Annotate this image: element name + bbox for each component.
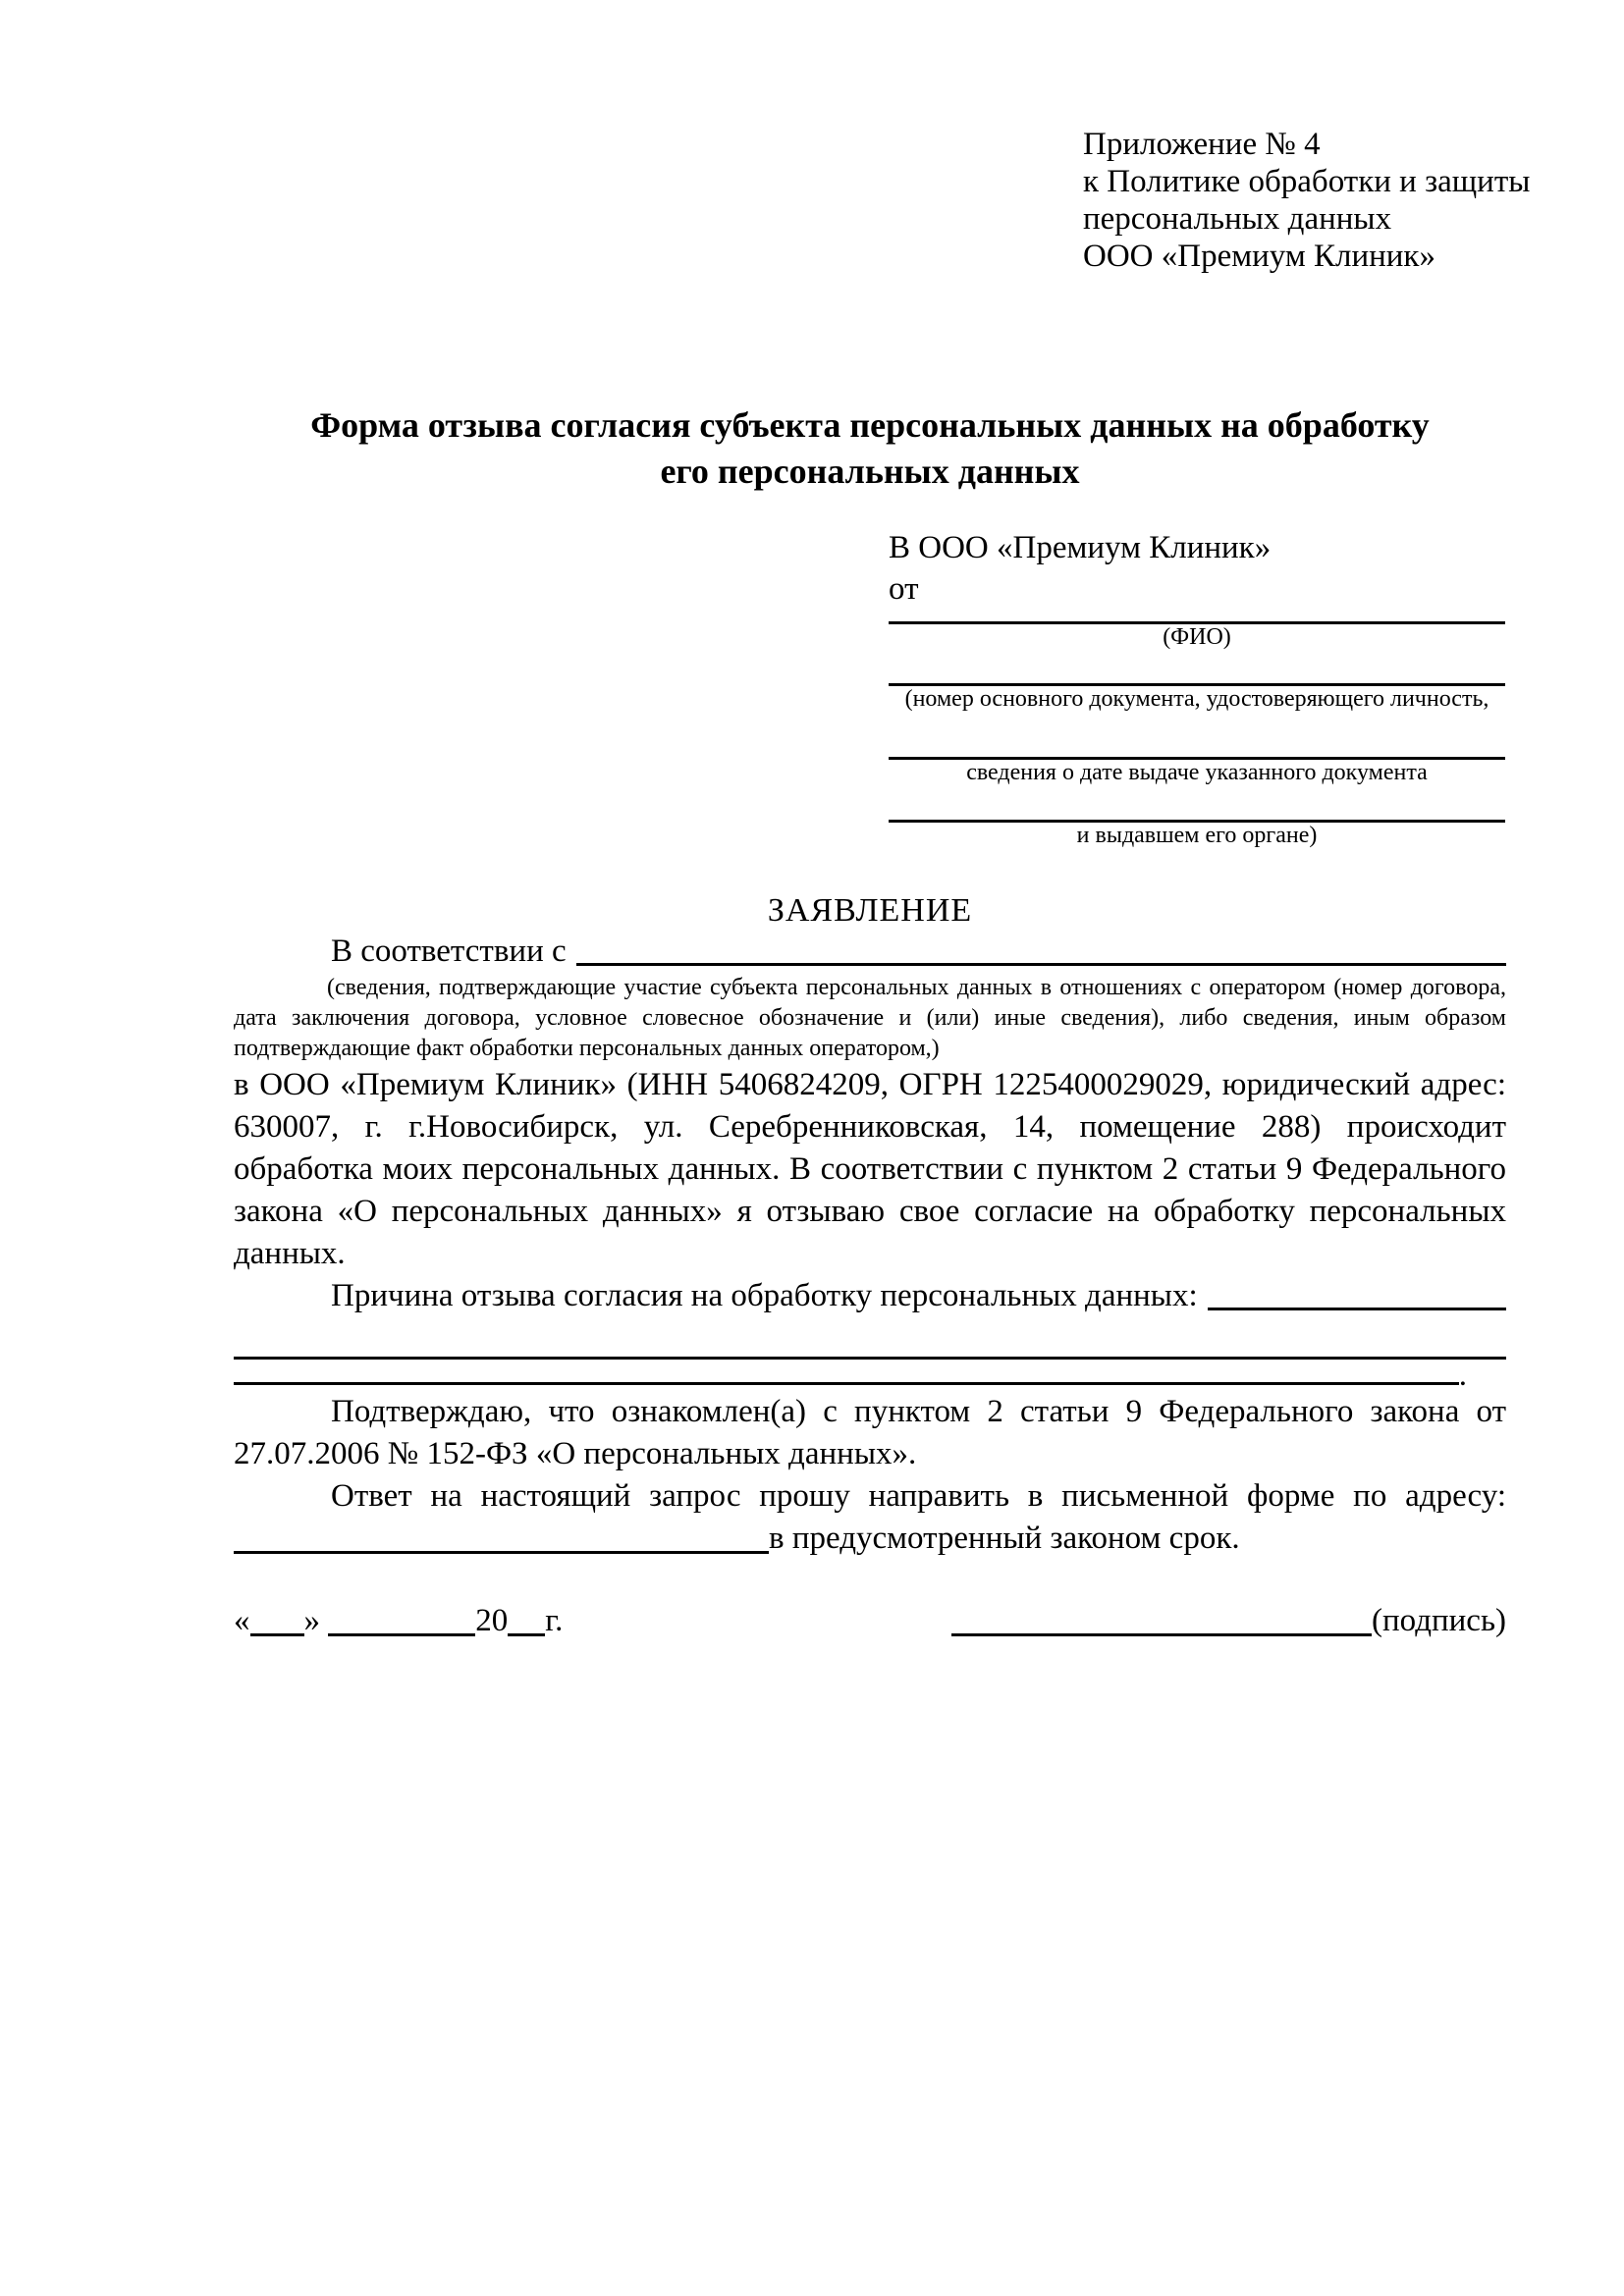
date-year-suffix: г. xyxy=(545,1603,564,1638)
body-paragraph: в ООО «Премиум Клиник» (ИНН 5406824209, ОГРН 1225400029029, юридический адрес: 630007, г. г.Новосибирск, ул. Серебренниковская, 14, помещение 288) происходит обработка моих персональных данных. В соответствии с пунктом 2 статьи 9 Федерального закона «О персональных данных» я отзываю свое согласие на обработку персональных данных. xyxy=(234,1067,1506,1271)
reply-address-line xyxy=(234,1518,1506,1560)
date-year-prefix: 20 xyxy=(475,1603,509,1638)
fio-blank-line xyxy=(889,610,1505,624)
form-title-line: его персональных данных xyxy=(660,452,1080,491)
reply-address-blank-line xyxy=(234,1551,769,1554)
addressee-from-label: от xyxy=(889,571,919,607)
date-month-blank xyxy=(328,1633,475,1636)
basis-footnote: (сведения, подтверждающие участие субъекта персональных данных в отношениях с оператором (номер договора, дата заключения договора, условное словесное обозначение и (или) иные сведения), либо сведения, иным образом подтверждающие факт обработки персональных данных оператором,) xyxy=(234,975,1506,1061)
reply-tail: в предусмотренный законом срок. xyxy=(769,1521,1240,1556)
appendix-line: ООО «Премиум Клиник» xyxy=(1083,239,1435,274)
issue-date-caption: сведения о дате выдаче указанного документа xyxy=(966,760,1428,785)
fio-caption: (ФИО) xyxy=(1163,624,1231,650)
signature-row xyxy=(234,1600,1506,1641)
document-number-blank-line xyxy=(889,651,1505,686)
signature-caption: (подпись) xyxy=(1372,1603,1506,1638)
appendix-line: Приложение № 4 xyxy=(1083,127,1321,162)
addressee-block xyxy=(889,527,1505,849)
date-year-blank xyxy=(508,1633,545,1636)
issuing-authority-caption: и выдавшем его органе) xyxy=(1076,823,1318,848)
date-field xyxy=(234,1600,563,1641)
basis-blank-line xyxy=(576,931,1506,966)
basis-label: В соответствии с xyxy=(331,934,567,969)
issuing-authority-blank-line xyxy=(889,786,1505,823)
issue-date-blank-line xyxy=(889,713,1505,760)
signature-field xyxy=(951,1600,1506,1641)
document-number-caption: (номер основного документа, удостоверяющего личность, xyxy=(904,686,1489,712)
statement-heading: ЗАЯВЛЕНИЕ xyxy=(767,892,973,929)
date-open-quote: « xyxy=(234,1603,250,1638)
reason-blank-line-2 xyxy=(234,1317,1506,1360)
confirmation-paragraph: Подтверждаю, что ознакомлен(а) с пунктом 2 статьи 9 Федерального закона от 27.07.2006 № 152-ФЗ «О персональных данных». xyxy=(234,1394,1506,1471)
date-day-blank xyxy=(250,1633,304,1636)
date-close-quote: » xyxy=(303,1603,320,1638)
form-title xyxy=(234,402,1506,495)
reason-blank-line xyxy=(1208,1275,1506,1310)
reason-blank-line-3-rule xyxy=(234,1382,1459,1385)
form-title-line: Форма отзыва согласия субъекта персональных данных на обработку xyxy=(310,405,1430,445)
addressee-org: В ООО «Премиум Клиник» xyxy=(889,530,1272,565)
appendix-line: персональных данных xyxy=(1083,201,1392,237)
signature-blank-line xyxy=(951,1633,1372,1636)
reason-label: Причина отзыва согласия на обработку персональных данных: xyxy=(331,1278,1198,1313)
appendix-line: к Политике обработки и защиты xyxy=(1083,164,1531,199)
appendix-note xyxy=(1083,126,1530,275)
reason-line xyxy=(234,1275,1506,1317)
line-terminator: . xyxy=(1458,1358,1467,1393)
basis-line xyxy=(234,931,1506,973)
reply-request-line: Ответ на настоящий запрос прошу направить в письменной форме по адресу: xyxy=(331,1478,1506,1514)
reason-blank-line-3 xyxy=(234,1360,1506,1391)
statement-section xyxy=(234,891,1506,1560)
